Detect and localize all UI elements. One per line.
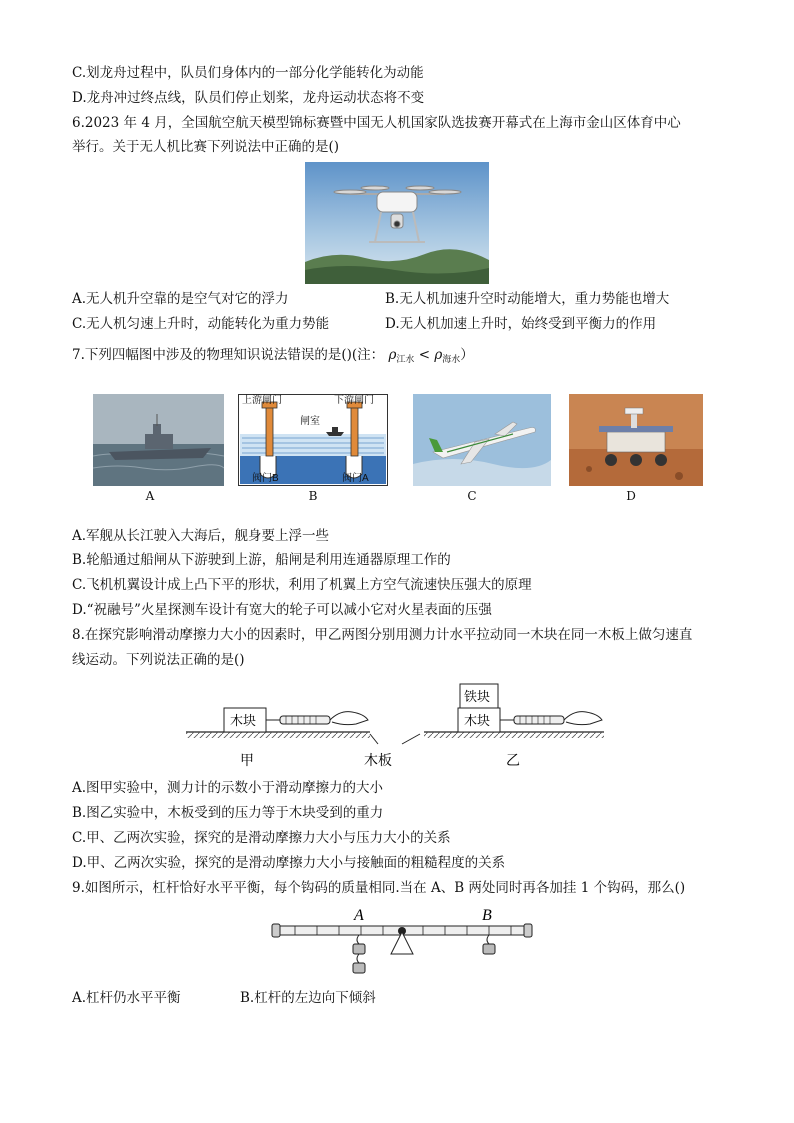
q7-option-b: B.轮船通过船闸从下游驶到上游，船闸是利用连通器原理工作的	[72, 552, 451, 568]
rho-subscript: 海水	[442, 355, 461, 365]
q5-option-d: D.龙舟冲过终点线，队员们停止划桨，龙舟运动状态将不变	[72, 90, 425, 106]
fig-caption-b: B	[308, 489, 318, 503]
q5-option-c: C.划龙舟过程中，队员们身体内的一部分化学能转化为动能	[72, 65, 424, 81]
q7-stem-text: 7.下列四幅图中涉及的物理知识说法错误的是()(注：	[72, 347, 385, 363]
drone-photo	[305, 162, 489, 284]
friction-experiment-diagram	[180, 680, 610, 772]
airplane-photo	[413, 394, 551, 486]
chamber-label: 闸室	[300, 416, 320, 427]
q8-option-b: B.图乙实验中，木板受到的压力等于木块受到的重力	[72, 805, 384, 821]
q6-option-d: D.无人机加速上升时，始终受到平衡力的作用	[385, 316, 657, 332]
q8-option-c: C.甲、乙两次实验，探究的是滑动摩擦力大小与压力大小的关系	[72, 830, 451, 846]
point-a-label: A	[354, 907, 364, 924]
q7-option-c: C.飞机机翼设计成上凸下平的形状，利用了机翼上方空气流速快压强大的原理	[72, 577, 532, 593]
fig-caption-d: D	[626, 489, 636, 503]
q7-stem	[72, 346, 474, 369]
q6-option-b: B.无人机加速升空时动能增大，重力势能也增大	[385, 291, 670, 307]
valve-b-label: 阀门B	[252, 473, 279, 484]
q9-stem: 9.如图所示，杠杆恰好水平平衡，每个钩码的质量相同.当在 A、B 两处同时再各加挂 1 个钩码，那么()	[72, 880, 686, 896]
close-paren: ）	[460, 347, 474, 363]
valve-a-label: 阀门A	[342, 473, 369, 484]
block-label-left: 木块	[230, 713, 257, 728]
q8-option-d: D.甲、乙两次实验，探究的是滑动摩擦力大小与接触面的粗糙程度的关系	[72, 855, 506, 871]
block-label-right: 木块	[464, 713, 491, 728]
point-b-label: B	[482, 907, 492, 924]
iron-block-label: 铁块	[464, 689, 491, 704]
q7-option-a: A.军舰从长江驶入大海后，舰身要上浮一些	[72, 528, 330, 544]
rho-symbol: ρ	[434, 347, 443, 363]
label-board: 木板	[364, 752, 392, 768]
q7-option-d: D.“祝融号”火星探测车设计有宽大的轮子可以减小它对火星表面的压强	[72, 602, 492, 618]
warship-photo	[93, 394, 224, 486]
q8-stem-line2: 线运动。下列说法正确的是()	[72, 652, 245, 668]
less-than: <	[414, 347, 435, 363]
rho-symbol: ρ	[388, 347, 397, 363]
fig-caption-a: A	[145, 489, 155, 503]
upper-gate-label: 上游闸门	[242, 395, 282, 406]
q6-stem-line1: 6.2023 年 4 月，全国航空航天模型锦标赛暨中国无人机国家队选拔赛开幕式在上海市金山区体育中心	[72, 115, 681, 131]
q6-option-c: C.无人机匀速上升时，动能转化为重力势能	[72, 316, 330, 332]
label-jia: 甲	[240, 752, 254, 768]
lower-gate-label: 下游闸门	[334, 395, 374, 406]
q6-option-a: A.无人机升空靠的是空气对它的浮力	[72, 291, 289, 307]
q8-option-a: A.图甲实验中，测力计的示数小于滑动摩擦力的大小	[72, 780, 384, 796]
q8-stem-line1: 8.在探究影响滑动摩擦力大小的因素时，甲乙两图分别用测力计水平拉动同一木块在同一木板上做匀速直	[72, 627, 693, 643]
q6-stem-line2: 举行。关于无人机比赛下列说法中正确的是()	[72, 139, 340, 155]
rho-subscript: 江水	[396, 355, 415, 365]
label-yi: 乙	[506, 752, 520, 768]
lever-diagram	[270, 902, 540, 984]
mars-rover-photo	[569, 394, 703, 486]
ship-lock-diagram	[238, 394, 388, 486]
q9-option-b: B.杠杆的左边向下倾斜	[240, 990, 376, 1006]
fig-caption-c: C	[467, 489, 477, 503]
q9-option-a: A.杠杆仍水平平衡	[72, 990, 181, 1006]
